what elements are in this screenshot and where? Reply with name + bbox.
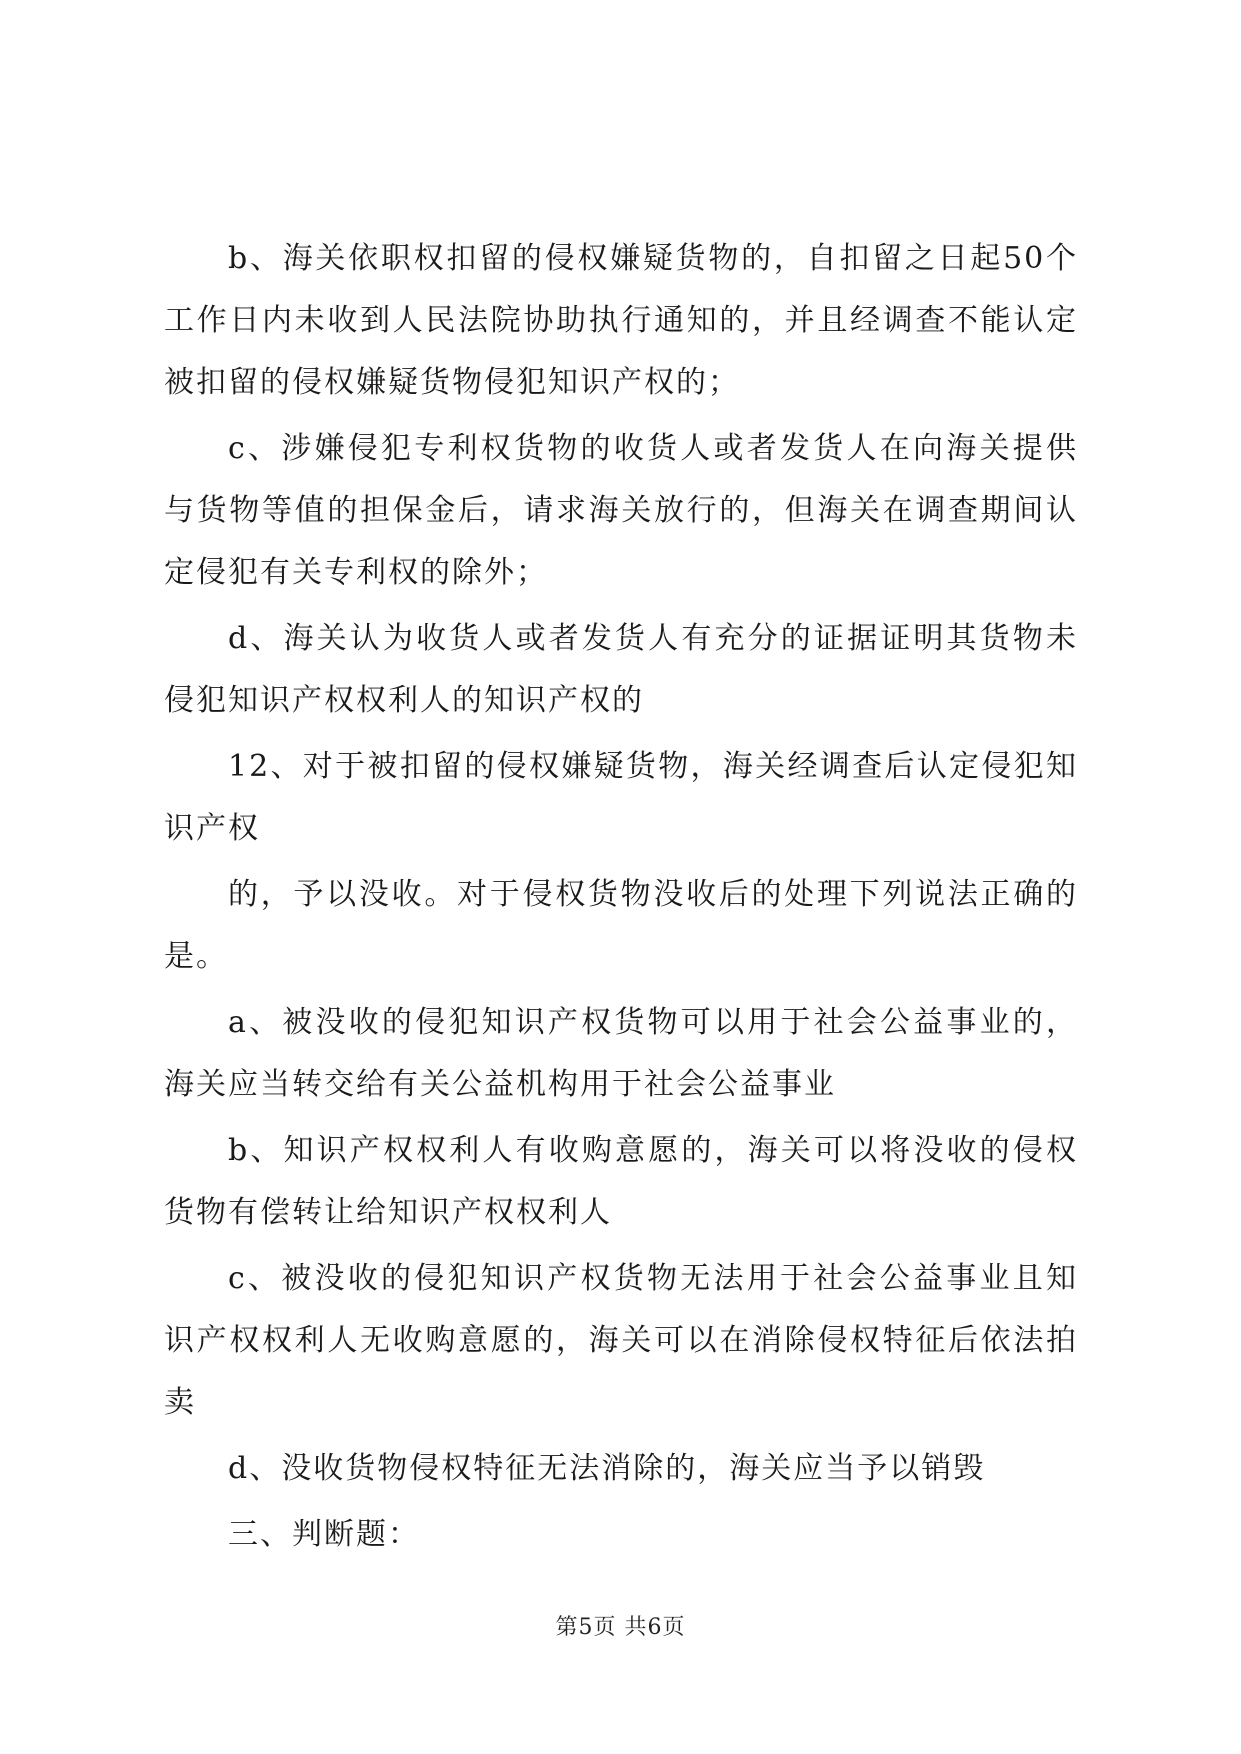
paragraph-d-evidence: d、海关认为收货人或者发货人有充分的证据证明其货物未侵犯知识产权权利人的知识产权的 <box>164 621 1078 718</box>
option-d: d、没收货物侵权特征无法消除的，海关应当予以销毁 <box>228 1451 986 1486</box>
option-b: b、知识产权权利人有收购意愿的，海关可以将没收的侵权货物有偿转让给知识产权权利人 <box>164 1133 1078 1230</box>
document-body <box>164 228 1078 1570</box>
question-12: 12、对于被扣留的侵权嫌疑货物，海关经调查后认定侵犯知识产权 <box>164 749 1078 846</box>
option-c: c、被没收的侵犯知识产权货物无法用于社会公益事业且知识产权权利人无收购意愿的，海关可以在消除侵权特征后依法拍卖 <box>164 1261 1078 1420</box>
paragraph-b-customs-detention: b、海关依职权扣留的侵权嫌疑货物的，自扣留之日起50个工作日内未收到人民法院协助执行通知的，并且经调查不能认定被扣留的侵权嫌疑货物侵犯知识产权的； <box>164 241 1078 400</box>
paragraph-c-patent-guarantee: c、涉嫌侵犯专利权货物的收货人或者发货人在向海关提供与货物等值的担保金后，请求海关放行的，但海关在调查期间认定侵犯有关专利权的除外； <box>164 431 1078 590</box>
option-a: a、被没收的侵犯知识产权货物可以用于社会公益事业的，海关应当转交给有关公益机构用于社会公益事业 <box>164 1005 1078 1102</box>
section-heading-true-false: 三、判断题： <box>228 1517 420 1552</box>
page-footer: 第5页 共6页 <box>555 1615 686 1640</box>
question-12-continued: 的，予以没收。对于侵权货物没收后的处理下列说法正确的是。 <box>164 877 1078 974</box>
